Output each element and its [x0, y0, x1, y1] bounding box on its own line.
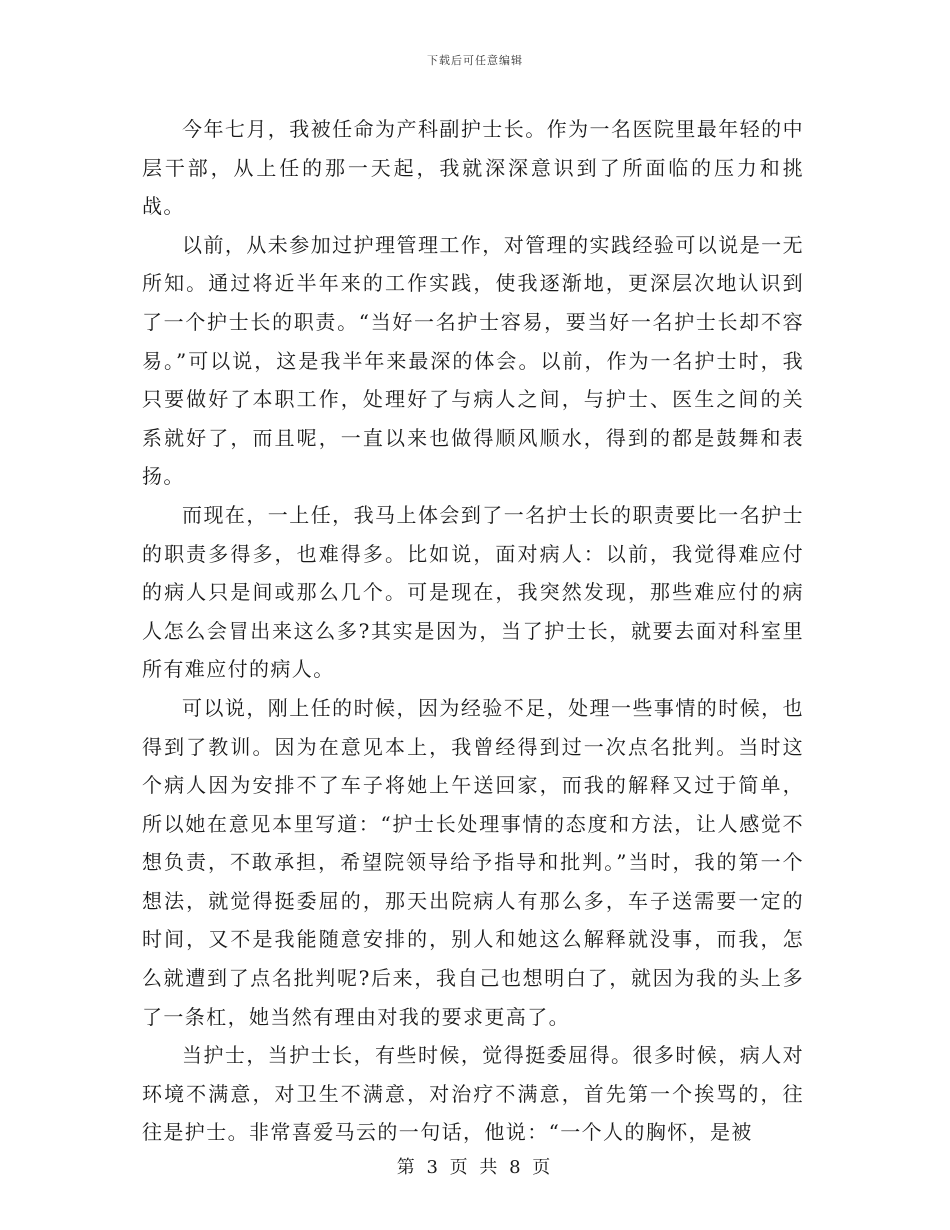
page-number: 第 3 页 共 8 页: [396, 1157, 554, 1178]
header-note: 下载后可任意编辑: [427, 54, 523, 67]
paragraph: 以前，从未参加过护理管理工作，对管理的实践经验可以说是一无所知。通过将近半年来的工作实践，使我逐渐地，更深层次地认识到了一个护士长的职责。“当好一名护士容易，要当好一名护士长却不容易。”可以说，这是我半年来最深的体会。以前，作为一名护士时，我只要做好了本职工作，处理好了与病人之间，与护士、医生之间的关系就好了，而且呢，一直以来也做得顺风顺水，得到的都是鼓舞和表扬。: [142, 232, 804, 489]
paragraph: 可以说，刚上任的时候，因为经验不足，处理一些事情的时候，也得到了教训。因为在意见本上，我曾经得到过一次点名批判。当时这个病人因为安排不了车子将她上午送回家，而我的解释又过于简单，所以她在意见本里写道：“护士长处理事情的态度和方法，让人感觉不想负责，不敢承担，希望院领导给予指导和批判。”当时，我的第一个想法，就觉得挺委屈的，那天出院病人有那么多，车子送需要一定的时间，又不是我能随意安排的，别人和她这么解释就没事，而我，怎么就遭到了点名批判呢?后来，我自己也想明白了，就因为我的头上多了一条杠，她当然有理由对我的要求更高了。: [142, 695, 804, 1029]
document-body: [142, 110, 804, 1152]
paragraph: 而现在，一上任，我马上体会到了一名护士长的职责要比一名护士的职责多得多，也难得多。比如说，面对病人：以前，我觉得难应付的病人只是间或那么几个。可是现在，我突然发现，那些难应付的病人怎么会冒出来这么多?其实是因为，当了护士长，就要去面对科室里所有难应付的病人。: [142, 502, 804, 682]
paragraph: 今年七月，我被任命为产科副护士长。作为一名医院里最年轻的中层干部，从上任的那一天起，我就深深意识到了所面临的压力和挑战。: [142, 117, 804, 219]
paragraph: 当护士，当护士长，有些时候，觉得挺委屈得。很多时候，病人对环境不满意，对卫生不满意，对治疗不满意，首先第一个挨骂的，往往是护士。非常喜爱马云的一句话，他说：“一个人的胸怀，是被: [142, 1043, 804, 1145]
